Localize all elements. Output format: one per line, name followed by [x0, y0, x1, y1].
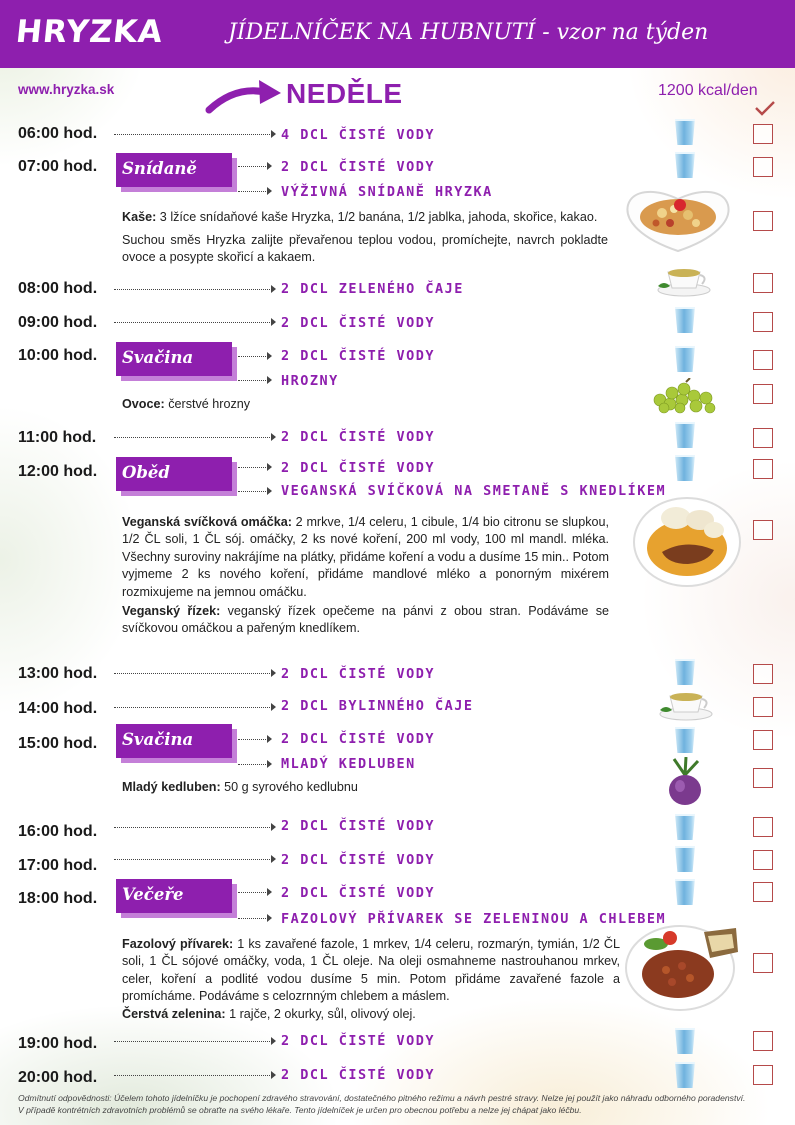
recipe-text	[122, 779, 452, 796]
water-glass-icon	[675, 119, 695, 145]
dotted-arrow	[238, 491, 270, 492]
checkbox-icon[interactable]	[753, 157, 773, 177]
checkbox-icon[interactable]	[753, 953, 773, 973]
schedule-item: 2 DCL ČISTÉ VODY	[281, 852, 436, 868]
meal-label: Snídaně	[116, 153, 232, 187]
schedule-item: VEGANSKÁ SVÍČKOVÁ NA SMETANĚ S KNEDLÍKEM	[281, 483, 667, 499]
checkbox-icon[interactable]	[753, 697, 773, 717]
water-glass-icon	[675, 846, 695, 872]
schedule-item: FAZOLOVÝ PŘÍVAREK SE ZELENINOU A CHLEBEM	[281, 911, 667, 927]
checkbox-icon[interactable]	[753, 428, 773, 448]
recipe-body: veganský řízek opečeme na pánvi z obou stran. Podáváme se svíčkovou omáčkou a pařeným knedlíkem.	[122, 604, 609, 636]
dotted-arrow	[114, 437, 274, 438]
checkbox-icon[interactable]	[753, 520, 773, 540]
recipe-label: Veganská svíčková omáčka:	[122, 515, 292, 529]
recipe-text	[122, 396, 422, 413]
schedule-item: 2 DCL ZELENÉHO ČAJE	[281, 281, 464, 297]
dotted-arrow	[114, 289, 274, 290]
checkbox-icon[interactable]	[753, 124, 773, 144]
water-glass-icon	[675, 659, 695, 685]
recipe-text	[122, 209, 608, 226]
dotted-arrow	[114, 673, 274, 674]
schedule-item: 2 DCL ČISTÉ VODY	[281, 731, 436, 747]
recipe-label: Fazolový přívarek:	[122, 937, 234, 951]
time-label: 20:00 hod.	[18, 1069, 98, 1086]
day-title: NEDĚLE	[286, 78, 403, 109]
checkbox-icon[interactable]	[753, 817, 773, 837]
checkbox-icon[interactable]	[753, 384, 773, 404]
checkbox-icon[interactable]	[753, 850, 773, 870]
time-label: 10:00 hod.	[18, 347, 98, 364]
meal-label: Svačina	[116, 342, 232, 376]
time-label: 12:00 hod.	[18, 463, 98, 480]
kcal-label: 1200 kcal/den	[658, 82, 758, 99]
dotted-arrow	[238, 191, 270, 192]
water-glass-icon	[675, 1062, 695, 1088]
checkbox-icon[interactable]	[753, 882, 773, 902]
checkbox-icon[interactable]	[753, 1031, 773, 1051]
time-label: 17:00 hod.	[18, 857, 98, 874]
grapes-image	[650, 378, 720, 414]
disclaimer	[18, 1092, 778, 1116]
water-glass-icon	[675, 727, 695, 753]
schedule-item: 2 DCL ČISTÉ VODY	[281, 159, 436, 175]
recipe-body: čerstvé hrozny	[164, 397, 251, 411]
recipe-label: Mladý kedluben:	[122, 780, 221, 794]
water-glass-icon	[675, 1028, 695, 1054]
recipe-text	[122, 936, 620, 1006]
schedule-item: 2 DCL BYLINNÉHO ČAJE	[281, 698, 474, 714]
water-glass-icon	[675, 152, 695, 178]
dotted-arrow	[114, 134, 274, 135]
time-label: 18:00 hod.	[18, 890, 98, 907]
checkbox-icon[interactable]	[753, 664, 773, 684]
schedule-item: 2 DCL ČISTÉ VODY	[281, 315, 436, 331]
recipe-body: 1 rajče, 2 okurky, sůl, olivový olej.	[225, 1007, 416, 1021]
tea-cup-icon	[654, 262, 712, 298]
time-label: 07:00 hod.	[18, 158, 98, 175]
checkbox-icon[interactable]	[753, 312, 773, 332]
schedule-item: 2 DCL ČISTÉ VODY	[281, 348, 436, 364]
water-glass-icon	[675, 307, 695, 333]
recipe-body: 3 lžíce snídaňové kaše Hryzka, 1/2 banána, 1/2 jablka, jahoda, skořice, kakao.	[156, 210, 598, 224]
time-label: 13:00 hod.	[18, 665, 98, 682]
dotted-arrow	[238, 739, 270, 740]
time-label: 15:00 hod.	[18, 735, 98, 752]
water-glass-icon	[675, 455, 695, 481]
checkmark-icon	[754, 100, 776, 116]
time-label: 11:00 hod.	[18, 429, 97, 446]
schedule-item: 2 DCL ČISTÉ VODY	[281, 818, 436, 834]
recipe-label: Čerstvá zelenina:	[122, 1007, 226, 1021]
checkbox-icon[interactable]	[753, 350, 773, 370]
checkbox-icon[interactable]	[753, 768, 773, 788]
header-bar	[0, 0, 795, 68]
recipe-body: 50 g syrového kedlubnu	[220, 780, 358, 794]
recipe-text	[122, 514, 609, 601]
recipe-text	[122, 603, 609, 638]
dotted-arrow	[238, 892, 270, 893]
water-glass-icon	[675, 879, 695, 905]
disclaimer-line: V případě kontrétních zdravotních problémů se obraťte na svého lékaře. Tento jídelníček je určen pro obecnou potřebu a nelze jej chápat jako léčbu.	[18, 1105, 582, 1115]
disclaimer-line: Odmítnutí odpovědnosti: Účelem tohoto jídelníčku je pochopení zdravého stravování, dostatečného pitného režimu a návrh pestré stravy. Nelze jej použít jako náhradu odborného poradenství.	[18, 1093, 746, 1103]
dotted-arrow	[114, 322, 274, 323]
checkbox-icon[interactable]	[753, 273, 773, 293]
logo: HRYZKA	[14, 14, 165, 50]
bean-stew-plate-image	[624, 918, 742, 1012]
schedule-item: 2 DCL ČISTÉ VODY	[281, 885, 436, 901]
meal-label: Oběd	[116, 457, 232, 491]
recipe-text	[122, 1006, 620, 1023]
recipe-label: Veganský řízek:	[122, 604, 221, 618]
schedule-item: HROZNY	[281, 373, 339, 389]
recipe-body: 1 ks zavařené fazole, 1 mrkev, 1/4 celeru, rozmarýn, tymián, 1/2 ČL soli, 1 ČL sójové omáčky, voda, 1 ČL oleje. Na oleji osmahneme nastrouhanou mrkev, celer, koření a podlité vodou dusíme 5 min. Potom přidáme zavařené fazole a promícháme. Podáváme s celozrnným chlebem a máslem.	[122, 937, 620, 1004]
schedule-item: MLADÝ KEDLUBEN	[281, 756, 416, 772]
dotted-arrow	[114, 707, 274, 708]
recipe-body: 2 mrkve, 1/4 celeru, 1 cibule, 1/4 bio citronu se slupkou, 1/2 ČL soli, 1 ČL sój. omáčky, 2 ks nové koření, 200 ml vody, 100 ml mandl. mléka. Všechny suroviny nakrájíme na plátky, přidáme koření a vodu a dusíme 15 min.. Potom vyjmeme 2 ks nového koření, přidáme mandlové mléko a ponorným mixérem rozmixujeme na jemnou omáčku.	[122, 515, 609, 599]
schedule-item: 2 DCL ČISTÉ VODY	[281, 429, 436, 445]
time-label: 06:00 hod.	[18, 125, 98, 142]
water-glass-icon	[675, 422, 695, 448]
dotted-arrow	[114, 859, 274, 860]
recipe-label: Ovoce:	[122, 397, 165, 411]
checkbox-icon[interactable]	[753, 1065, 773, 1085]
dotted-arrow	[238, 467, 270, 468]
time-label: 19:00 hod.	[18, 1035, 98, 1052]
recipe-label: Kaše:	[122, 210, 157, 224]
dotted-arrow	[238, 380, 270, 381]
dotted-arrow	[114, 1041, 274, 1042]
tea-cup-icon	[656, 686, 714, 722]
time-label: 09:00 hod.	[18, 314, 98, 331]
schedule-item: 2 DCL ČISTÉ VODY	[281, 1033, 436, 1049]
arrow-icon	[205, 76, 283, 116]
schedule-item: 2 DCL ČISTÉ VODY	[281, 666, 436, 682]
dotted-arrow	[238, 918, 270, 919]
schedule-item: 2 DCL ČISTÉ VODY	[281, 1067, 436, 1083]
recipe-text	[122, 232, 608, 267]
schedule-item: 2 DCL ČISTÉ VODY	[281, 460, 436, 476]
dotted-arrow	[238, 764, 270, 765]
time-label: 08:00 hod.	[18, 280, 98, 297]
dotted-arrow	[238, 166, 270, 167]
kohlrabi-image	[664, 757, 706, 807]
porridge-bowl-image	[622, 183, 734, 255]
meal-label: Večeře	[116, 879, 232, 913]
checkbox-icon[interactable]	[753, 730, 773, 750]
water-glass-icon	[675, 814, 695, 840]
checkbox-icon[interactable]	[753, 459, 773, 479]
svickova-plate-image	[632, 496, 742, 588]
page-title: JÍDELNÍČEK NA HUBNUTÍ - vzor na týden	[228, 20, 709, 45]
water-glass-icon	[675, 346, 695, 372]
schedule-item: VÝŽIVNÁ SNÍDANĚ HRYZKA	[281, 184, 493, 200]
schedule-item: 4 DCL ČISTÉ VODY	[281, 127, 436, 143]
dotted-arrow	[114, 1075, 274, 1076]
website-link[interactable]: www.hryzka.sk	[18, 82, 115, 97]
meal-label: Svačina	[116, 724, 232, 758]
checkbox-icon[interactable]	[753, 211, 773, 231]
dotted-arrow	[238, 356, 270, 357]
time-label: 14:00 hod.	[18, 700, 98, 717]
dotted-arrow	[114, 827, 274, 828]
time-label: 16:00 hod.	[18, 823, 98, 840]
recipe-body: Suchou směs Hryzka zalijte převařenou teplou vodou, promíchejte, navrch pokladte ovoce a posypte skořicí a kakaem.	[122, 233, 608, 265]
